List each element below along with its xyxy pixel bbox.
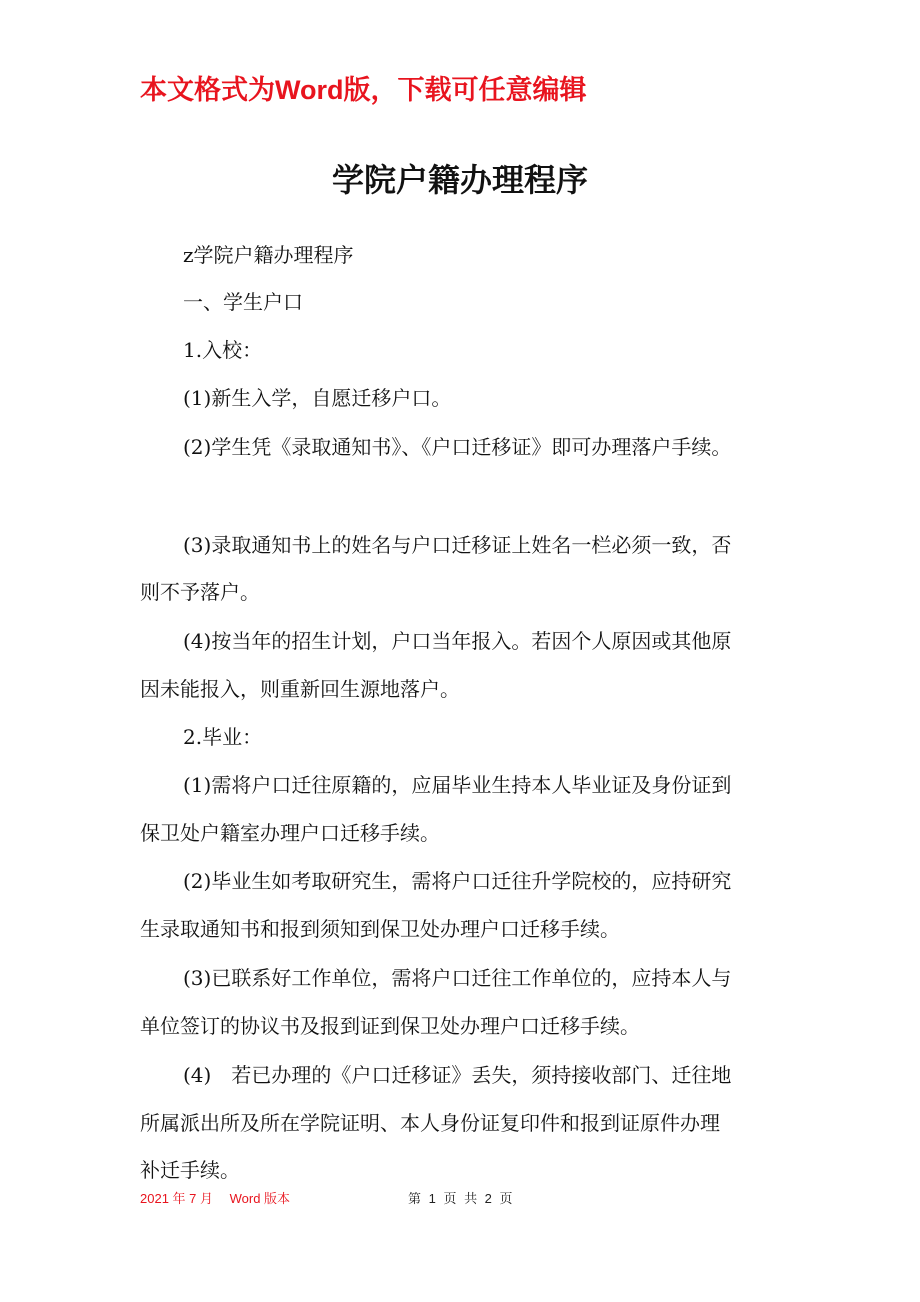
section-heading: 一、学生户口 <box>183 290 303 314</box>
paragraph-line: (1)新生入学，自愿迁移户口。 <box>183 386 452 410</box>
paragraph-line: 所属派出所及所在学院证明、本人身份证复印件和报到证原件办理 <box>140 1111 720 1135</box>
paragraph-line: (4) 若已办理的《户口迁移证》丢失，须持接收部门、迁往地 <box>183 1063 732 1087</box>
paragraph-line: (2)毕业生如考取研究生，需将户口迁往升学院校的，应持研究 <box>183 869 732 893</box>
paragraph-line: (4)按当年的招生计划，户口当年报入。若因个人原因或其他原 <box>183 629 732 653</box>
word-format-banner: 本文格式为Word版，下载可任意编辑 <box>140 75 587 105</box>
paragraph-line: 则不予落户。 <box>140 580 260 604</box>
paragraph-line: 生录取通知书和报到须知到保卫处办理户口迁移手续。 <box>140 917 620 941</box>
paragraph-line: (3)录取通知书上的姓名与户口迁移证上姓名一栏必须一致，否 <box>183 533 732 557</box>
subsection-heading: 1.入校： <box>183 338 263 362</box>
footer-page-number: 第 1 页 共 2 页 <box>408 1191 515 1206</box>
subsection-heading: 2.毕业： <box>183 725 263 749</box>
document-title: 学院户籍办理程序 <box>331 161 588 199</box>
paragraph-line: (2)学生凭《录取通知书》、《户口迁移证》即可办理落户手续。 <box>183 435 732 459</box>
footer-date-version: 2021 年 7 月 Word 版本 <box>140 1191 291 1206</box>
paragraph-line: 因未能报入，则重新回生源地落户。 <box>140 677 460 701</box>
paragraph-line: 保卫处户籍室办理户口迁移手续。 <box>140 821 440 845</box>
paragraph-line: 补迁手续。 <box>140 1158 240 1182</box>
paragraph-line: (1)需将户口迁往原籍的，应届毕业生持本人毕业证及身份证到 <box>183 773 732 797</box>
paragraph-line: z学院户籍办理程序 <box>183 243 354 267</box>
paragraph-line: 单位签订的协议书及报到证到保卫处办理户口迁移手续。 <box>140 1014 640 1038</box>
paragraph-line: (3)已联系好工作单位，需将户口迁往工作单位的，应持本人与 <box>183 966 732 990</box>
